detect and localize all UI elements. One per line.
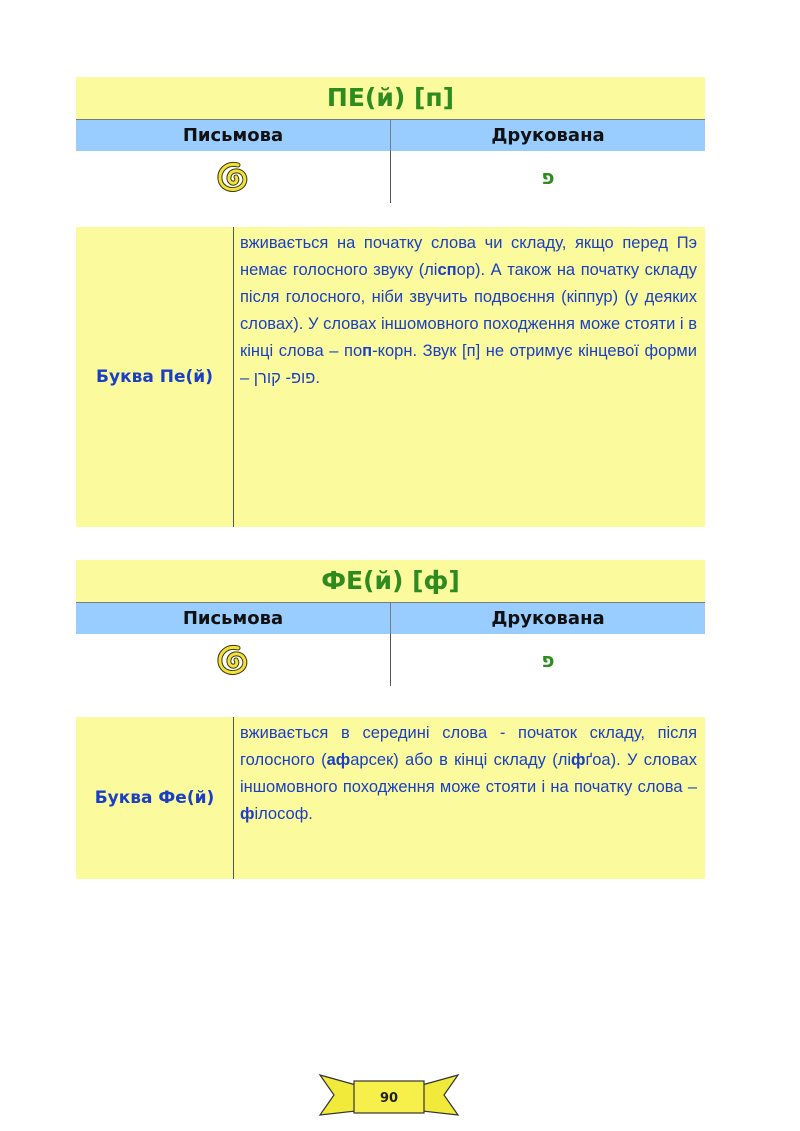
description-segment: ор). А також на початку складу після голосного, ніби звучить подвоєння (кіппур) (у деяких словах). У словах іншомовного походження може стояти і в кінці слова – по <box>240 261 697 360</box>
highlighted-letters: сп <box>437 261 457 279</box>
description-segment: вживається в середині слова - початок складу, після голосного ( <box>240 724 697 769</box>
fe-description <box>76 717 705 879</box>
ribbon-icon <box>318 1071 460 1121</box>
description-segment: арсек) або в кінці складу (лі <box>350 751 572 769</box>
page-number: 90 <box>379 1091 399 1106</box>
fe-col-printed: Друкована <box>390 603 705 634</box>
fe-title: ФЕ(й) [ф] <box>76 560 705 602</box>
highlighted-letters: п <box>362 342 373 360</box>
fe-printed-glyph: פ <box>541 648 555 672</box>
fe-printed-cell <box>390 634 705 686</box>
fe-label: Буква Фе(й) <box>76 717 234 879</box>
highlighted-letters: ф <box>240 805 255 823</box>
pe-printed-glyph: פ <box>541 165 555 189</box>
pe-label: Буква Пе(й) <box>76 227 234 527</box>
fe-letter-table <box>76 560 705 686</box>
fe-cursive-glyph-icon <box>216 642 250 678</box>
fe-written-cell <box>76 634 390 686</box>
pe-col-printed: Друкована <box>390 120 705 151</box>
description-segment: ґоа). У словах іншомовного походження може стояти і на початку слова – <box>240 751 697 796</box>
page-number-ribbon <box>318 1071 460 1121</box>
fe-description-text <box>234 717 705 879</box>
pe-written-cell <box>76 151 390 203</box>
fe-glyph-row <box>76 634 705 686</box>
description-segment: ілософ. <box>254 805 313 823</box>
fe-col-written: Письмова <box>182 608 284 629</box>
description-segment: -корн. Звук [п] не отримує кінцевої форми – פופ- קורן. <box>240 342 697 387</box>
pe-description <box>76 227 705 527</box>
fe-header-row <box>76 602 705 634</box>
pe-glyph-row <box>76 151 705 203</box>
pe-cursive-glyph-icon <box>216 159 250 195</box>
pe-printed-cell <box>390 151 705 203</box>
pe-header-row <box>76 119 705 151</box>
pe-description-text <box>234 227 705 527</box>
pe-col-written: Письмова <box>182 125 284 146</box>
description-segment: вживається на початку слова чи складу, якщо перед Пэ немає голосного звуку (лі <box>240 234 697 279</box>
pe-title: ПЕ(й) [п] <box>76 77 705 119</box>
highlighted-letters: ф <box>571 751 586 769</box>
highlighted-letters: аф <box>326 751 351 769</box>
pe-letter-table <box>76 77 705 203</box>
